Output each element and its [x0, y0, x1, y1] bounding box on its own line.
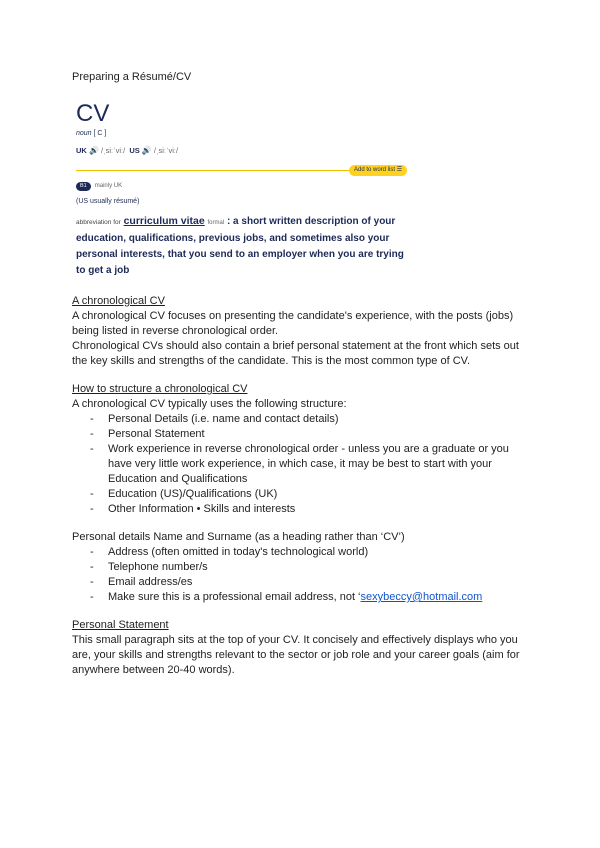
speaker-icon[interactable]: 🔊	[88, 146, 99, 155]
dict-headword: CV	[76, 100, 110, 127]
dict-level	[76, 182, 122, 191]
email-link[interactable]: sexybeccy@hotmail.com	[360, 591, 483, 603]
speaker-icon[interactable]: 🔊	[141, 146, 152, 155]
dict-part-of-speech: noun [ C ]	[76, 130, 107, 137]
section-heading: How to structure a chronological CV	[72, 383, 248, 395]
definition-text: : a short written description of your education, qualifications, previous jobs, and sometimes also your personal interests, that you send to an employer when you are trying to get a job	[76, 216, 404, 276]
dict-us-note: (US usually résumé)	[76, 198, 140, 205]
document-title: Preparing a Résumé/CV	[72, 71, 192, 83]
section-heading: A chronological CV	[72, 295, 165, 307]
region-label: mainly UK	[94, 183, 123, 189]
uk-label: UK	[76, 146, 87, 155]
dict-term-link[interactable]: curriculum vitae	[123, 215, 205, 227]
us-pron: /ˌsiːˈviː/	[153, 146, 179, 155]
dictionary-clipping	[72, 98, 417, 280]
level-badge: B1	[76, 182, 91, 191]
uk-pron: /ˌsiːˈviː/	[101, 146, 126, 155]
paragraph-line: A chronological CV focuses on presenting the candidate's experience, with the posts (jobs)	[72, 310, 514, 322]
paragraph-line: being listed in reverse chronological order.	[72, 325, 279, 337]
list-icon: ☰	[396, 167, 403, 173]
abbr-prefix: abbreviation for	[76, 219, 121, 226]
paragraph-line: This small paragraph sits at the top of your CV. It concisely and effectively displays who you	[72, 634, 518, 646]
paragraph-line: anywhere between 20-40 words).	[72, 664, 235, 676]
format-label: formal	[207, 220, 225, 226]
paragraph-line: the key skills and strengths of the candidate. This is the most common type of CV.	[72, 355, 471, 367]
paragraph-line: are, your skills and strengths relevant to the sector or job role and your career goals (aim for	[72, 649, 520, 661]
paragraph-line: Chronological CVs should also contain a brief personal statement at the front which sets out	[72, 340, 519, 352]
us-label: US	[129, 146, 140, 155]
paragraph-line: A chronological CV typically uses the following structure:	[72, 398, 347, 410]
dict-definition	[76, 213, 416, 279]
paragraph-line: Personal details Name and Surname (as a heading rather than ‘CV’)	[72, 531, 405, 543]
add-to-word-list-button[interactable]: Add to word list ☰	[349, 165, 407, 176]
document-page: Preparing a Résumé/CV CV noun [ C ] UK 🔊 /ˌsiːˈviː/ US 🔊 /ˌsiːˈviː/ Add to word list ☰ B1 mainly UK (US usually résumé) abbreviation for curriculum vitae formal : a short written description of your education, qualifications, previous jobs, and sometimes also your personal interests, that you send to an employer when you are trying to get a job A chronological CV A chronological CV focuses on presenting the candidate's experience, with the posts (jobs) being listed in reverse chronological order. Chronological CVs should also contain a brief personal statement at the front which sets out the key skills and strengths of the candidate. This is the most common type of CV. How to structure a chronological CV A chronological CV typically uses the following structure: - Personal Details (i.e. name and contact details) - Personal Statement - Work experience in reverse chronological order - unless you are a graduate or you have very little work experience, in which case, it may be best to start with your Education and Qualifications - Education (US)/Qualifications (UK) - Other Information • Skills and interests Personal details Name and Surname (as a heading rather than ‘CV’) - Address (often omitted in today's technological world) - Telephone number/s - Email address/es - Make sure this is a professional email address, not ‘sexybeccy@hotmail.com Personal Statement This small paragraph sits at the top of your CV. It concisely and effectively displays who you are, your skills and strengths relevant to the sector or job role and your career goals (aim for anywhere between 20-40 words).	[72, 71, 520, 676]
section-heading: Personal Statement	[72, 619, 169, 631]
dict-pronunciation	[76, 146, 178, 155]
dict-divider	[76, 170, 356, 171]
